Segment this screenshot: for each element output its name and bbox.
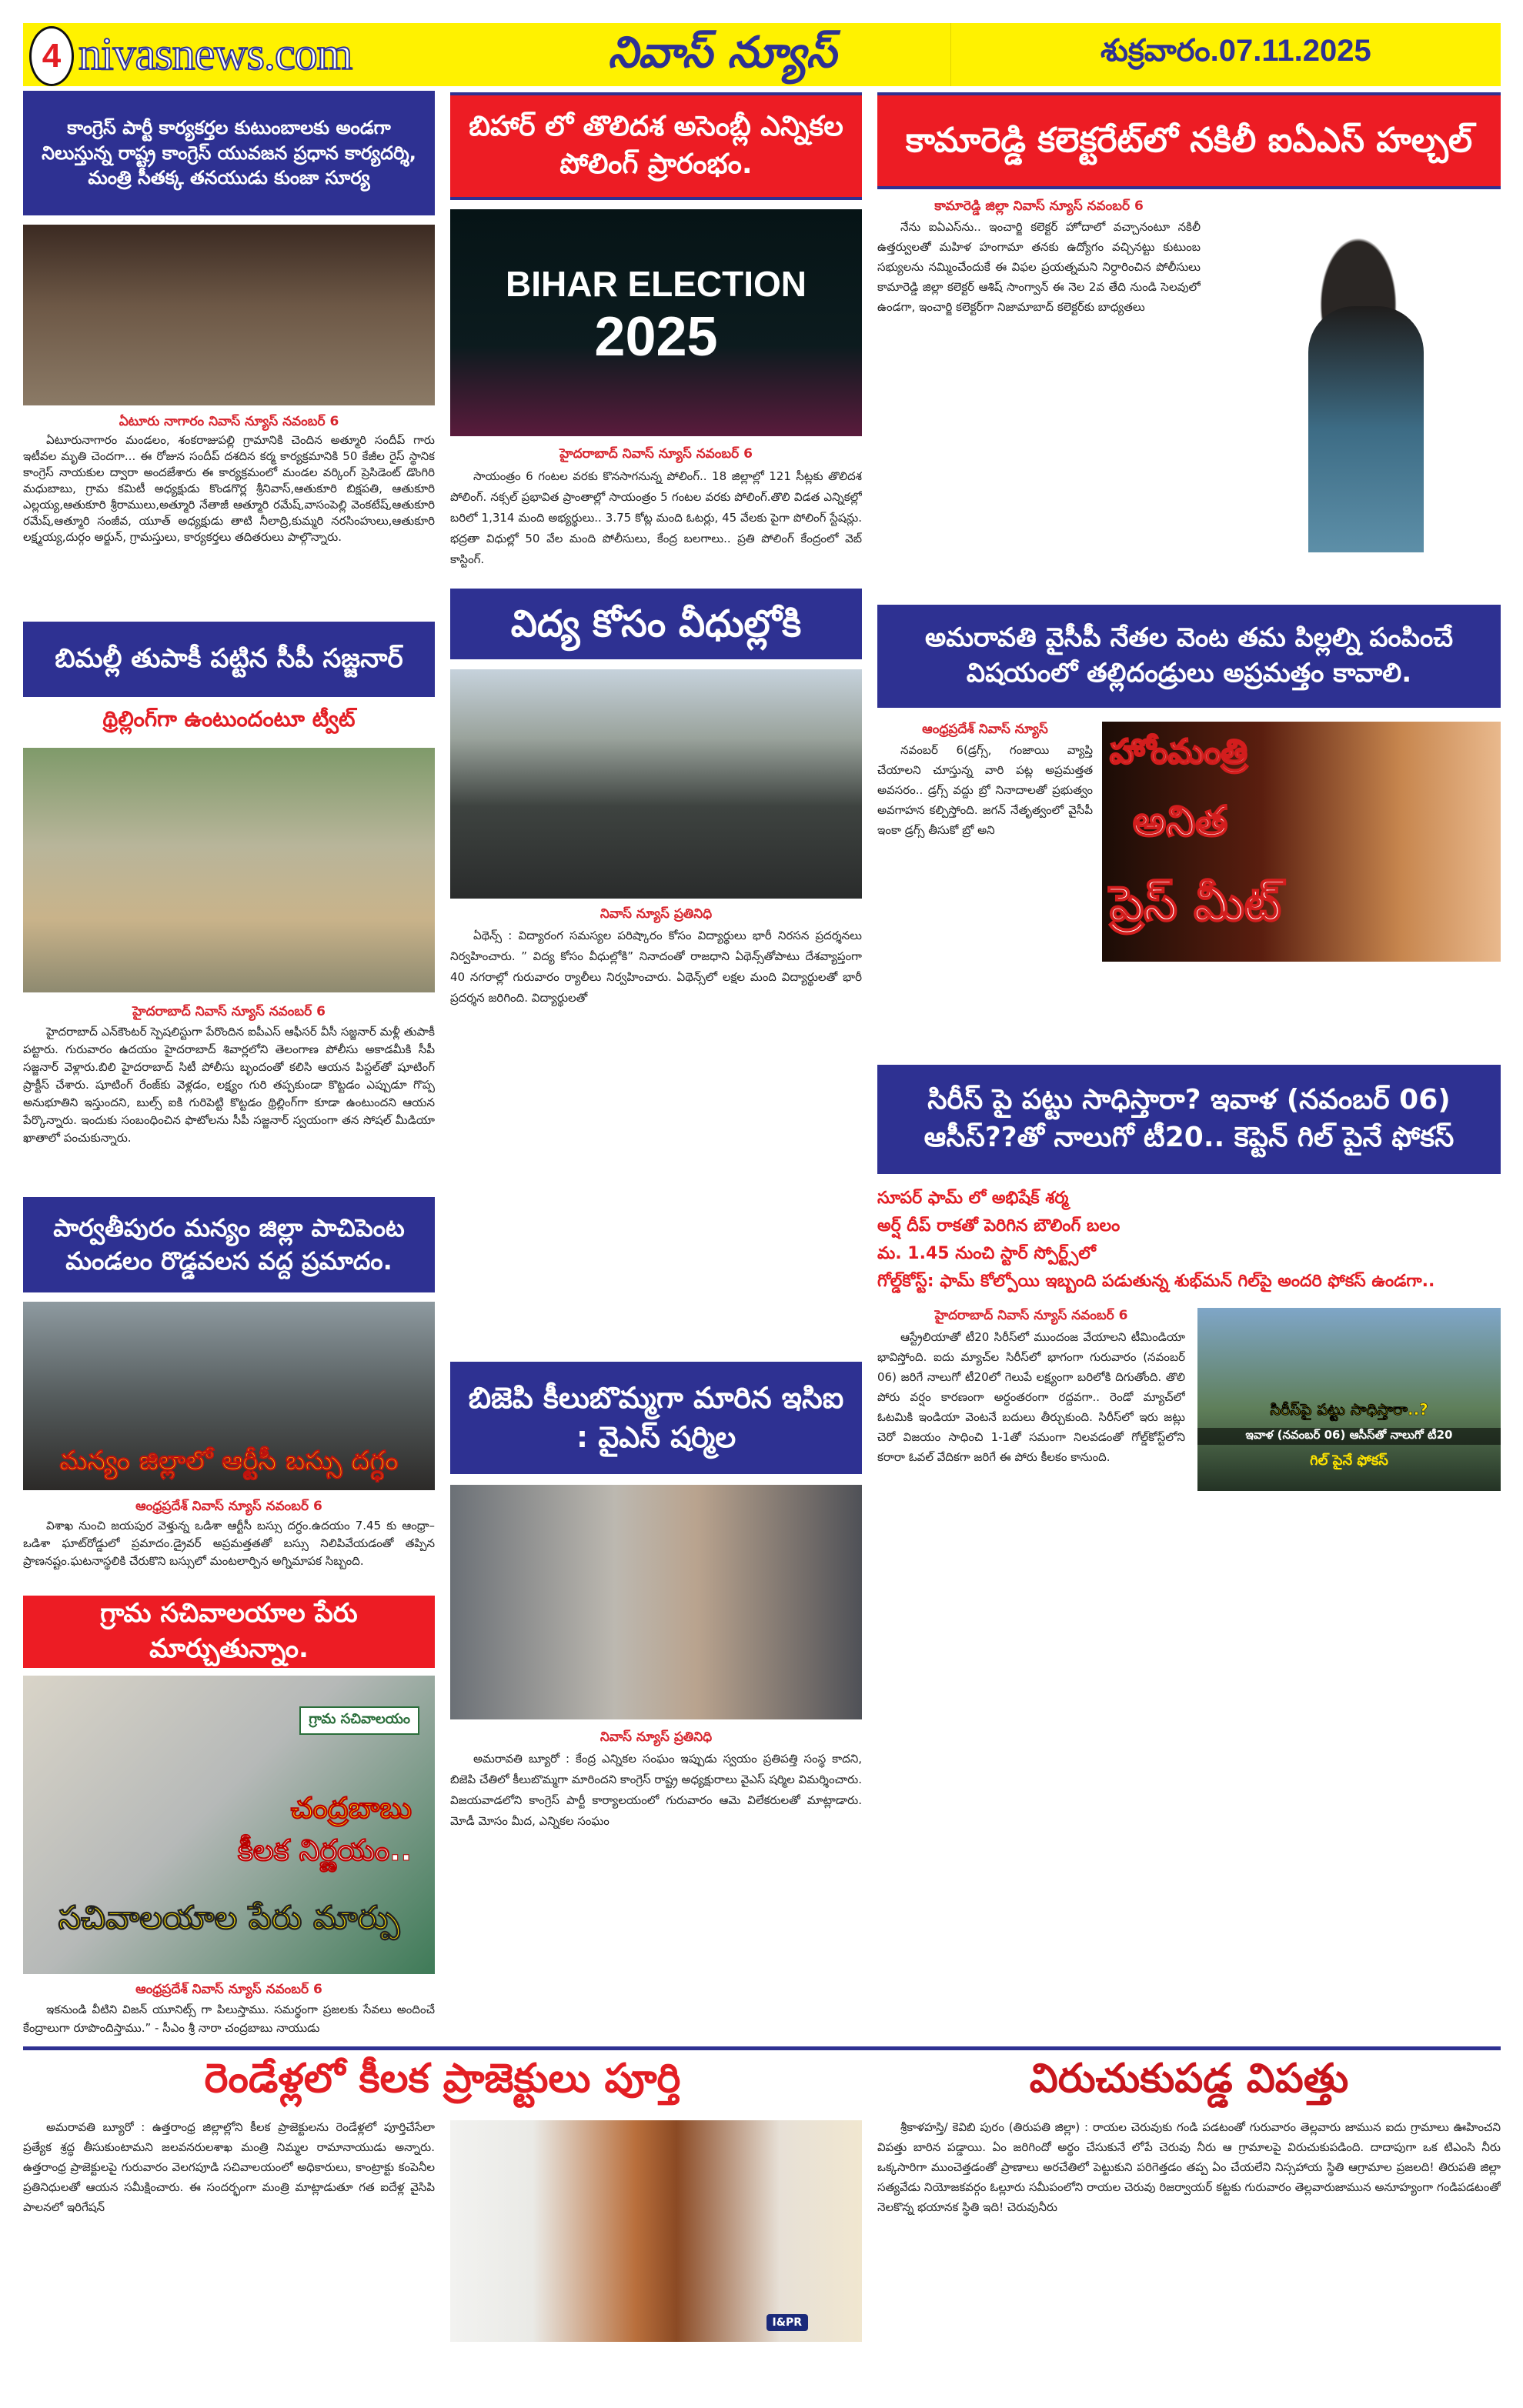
congress-photo (23, 225, 435, 405)
cricket-body: ఆస్ట్రేలియాతో టీ20 సిరీస్‌లో ముందంజ వేయాలని టీమిండియా భావిస్తోంది. ఐదు మ్యాచ్‌ల సిరీస్‌లో భాగంగా గురువారం (నవంబర్ 06) జరిగే నాలుగో టీ20లో గెలుపే లక్ష్యంగా బరిలోకి దిగుతోంది. తొలి పోరు వర్షం కారణంగా అర్ధంతరంగా రద్దవగా.. రెండో మ్యాచ్‌లో ఓటమికి ఇండియా వెంటనే బదులు తీర్చుకుంది. సిరీస్‌లో ఇరు జట్లు చెరో విజయం సాధించి 1-1తో సమంగా నిలవడంతో గోల్డ్‌కోస్ట్‌లోని కరారా ఓవల్ వేదికగా జరిగే ఈ పోరు కీలకం కానుంది. (877, 1330, 1185, 1464)
vidya-headline: విద్య కోసం వీధుల్లోకి (450, 589, 862, 659)
kamareddy-headline: కామారెడ్డి కలెక్టరేట్‌లో నకిలీ ఐఏఎస్ హల్చల్ (877, 92, 1501, 189)
page-number: 4 (29, 26, 74, 86)
sajjanar-headline: బిమల్లీ తుపాకీ పట్టిన సీపీ సజ్జనార్ (23, 622, 435, 697)
sharmila-photo (450, 1485, 862, 1719)
image-text-home-minister: హోంమంత్రి (1110, 732, 1247, 772)
cricket-image-text-3: గిల్ పైనే ఫోకస్ (1310, 1452, 1388, 1469)
cricket-subhead: సూపర్ ఫామ్ లో అభిషేక్ శర్మ (877, 1189, 1069, 1208)
cricket-subhead: గోల్డ్‌కోస్ట్: ఫామ్ కోల్పోయి ఇబ్బంది పడుతున్న శుభ్‌మన్ గిల్‌పై అందరి ఫోకస్ ఉండగా.. (877, 1272, 1435, 1291)
sajjanar-dateline: హైదరాబాద్ నివాస్ న్యూస్ నవంబర్ 6 (132, 1004, 326, 1019)
issue-date: శుక్రవారం.07.11.2025 (1101, 34, 1371, 68)
sharmila-body: అమరావతి బ్యూరో : కేంద్ర ఎన్నికల సంఘం ఇప్పుడు స్వయం ప్రతిపత్తి సంస్థ కాదని, బిజెపి చేతిలో కీలుబొమ్మగా మారిందని కాంగ్రెస్ రాష్ట్ర అధ్యక్షురాలు వైఎస్ షర్మిల విమర్శించారు. విజయవాడలోని కాంగ్రెస్ పార్టీ కార్యాలయంలో గురువారం ఆమె విలేకరులతో మాట్లాడారు. మోడీ మోసం మీద, ఎన్నికల సంఘం (450, 1752, 862, 1828)
section-divider (23, 2046, 1501, 2050)
vidya-protest-photo (450, 669, 862, 899)
cricket-dateline: హైదరాబాద్ నివాస్ న్యూస్ నవంబర్ 6 (934, 1308, 1128, 1323)
anitha-press-meet-image (1102, 722, 1501, 962)
sachivalayam-body: ఇకనుండి వీటిని విజన్ యూనిట్స్ గా పిలుస్తాము. సమర్థంగా ప్రజలకు సేవలు అందించే కేంద్రాలుగా రూపొందిస్తాము.” - సీఎం శ్రీ నారా చంద్రబాబు నాయుడు (23, 2003, 435, 2035)
sajjanar-photo (23, 748, 435, 992)
bus-fire-body: విశాఖ నుంచి జయపుర వెళ్తున్న ఒడిశా ఆర్టీసీ బస్సు దగ్ధం.ఉదయం 7.45 కు ఆంధ్రా–ఒడిశా ఘాట్‌రోడ్డులో ప్రమాదం.డ్రైవర్ అప్రమత్తతతో బస్సు నిలిపివేయడంతో తప్పిన ప్రాణనష్టం.ఘటనాస్థలికి చేరుకొని బస్సులో మంటలార్పిన అగ్నిమాపక సిబ్బంది. (23, 1519, 435, 1568)
sharmila-headline: బిజెపి కీలుబొమ్మగా మారిన ఇసిఐ : వైఎస్ షర్మిల (450, 1362, 862, 1474)
amaravati-dateline: ఆంధ్రప్రదేశ్ నివాస్ న్యూస్ (922, 722, 1048, 737)
minister-photo (450, 2120, 862, 2342)
image-text-rename: సచివాలయాల పేరు మార్పు (58, 1899, 400, 1936)
projects-body: అమరావతి బ్యూరో : ఉత్తరాంధ్ర జిల్లాల్లోని కీలక ప్రాజెక్టులను రెండేళ్లలో పూర్తిచేసేలా ప్రత్యేక శ్రద్ధ తీసుకుంటామని జలవనరులశాఖ మంత్రి నిమ్మల రామానాయుడు అన్నారు. ఉత్తరాంధ్ర ప్రాజెక్టులపై గురువారం వెలగపూడి సచివాలయంలో అధికారులు, కాంట్రాక్టు కంపెనీల ప్రతినిధులతో ఆయన సమీక్షించారు. ఈ సందర్భంగా మంత్రి మాట్లాడుతూ గత ఐదేళ్ల వైసిపి పాలనలో ఇరిగేషన్ (23, 2120, 435, 2214)
image-text-anitha: అనిత (1133, 797, 1228, 845)
cricket-image-text-2: ఇవాళ (నవంబర్ 06) ఆసీస్‌తో నాలుగో టీ20 (1197, 1428, 1501, 1445)
woman-figure (1308, 306, 1424, 552)
cricket-subheads (877, 1185, 1501, 1296)
kamareddy-dateline: కామారెడ్డి జిల్లా నివాస్ న్యూస్ నవంబర్ 6 (934, 198, 1144, 214)
image-text-chandrababu: చంద్రబాబు (290, 1791, 412, 1825)
vidya-body: ఏథెన్స్ : విద్యారంగ సమస్యల పరిష్కారం కోసం విద్యార్థులు భారీ నిరసన ప్రదర్శనలు నిర్వహించారు. ” విద్య కోసం వీధుల్లోకి” నినాదంతో రాజధాని ఏథెన్స్‌తోపాటు దేశవ్యాప్తంగా 40 నగరాల్లో గురువారం ర్యాలీలు నిర్వహించారు. ఏథెన్స్‌లో లక్షల మంది విద్యార్థులతో భారీ ప్రదర్శన జరిగింది. విద్యార్థులతో (450, 929, 862, 1005)
sachivalayam-headline: గ్రామ సచివాలయాల పేరు మార్చుతున్నాం. (23, 1596, 435, 1668)
masthead-divider (950, 23, 951, 86)
congress-headline: కాంగ్రెస్ పార్టీ కార్యకర్తల కుటుంబాలకు అండగా నిలుస్తున్న రాష్ట్ర కాంగ్రెస్ యువజన ప్రధాన కార్యదర్శి, మంత్రి సీతక్క తనయుడు కుంజా సూర్య (23, 91, 435, 215)
cricket-image-text-1: సిరీస్‌పై పట్టు సాధిస్తారా..? (1270, 1400, 1428, 1419)
site-name[interactable]: nivasnews.com (78, 28, 352, 79)
bus-fire-photo (23, 1302, 435, 1490)
disaster-body: శ్రీకాళహస్తి/ కెవిబి పురం (తిరుపతి జిల్లా) : రాయల చెరువుకు గండి పడటంతో గురువారం తెల్లవారు జామున ఐదు గ్రామాలు ఊహించని విపత్తు బారిన పడ్డాయి. ఏం జరిగిందో అర్థం చేసుకునే లోపే చెరువు నీరు ఆ గ్రామాలపై విరుచుకుపడింది. దాదాపుగా ఒక టిఎంసి నీరు ఒక్కసారిగా ముంచెత్తడంతో ప్రాణాలు అరచేతిలో పెట్టుకుని పరిగెత్తడం తప్ప ఏం చేయలేని నిస్సహాయ స్థితి ఆగ్రామాల ప్రజలది! తిరుపతి జిల్లా సత్యవేడు నియోజకవర్గం ఓల్లూరు సమీపంలోని రాయల చెరువు రిజర్వాయర్ కట్టకు గురువారం తెల్లవారుజామున అనూహ్యంగా గండిపడటంతో నెలకొన్న భయానక స్థితి ఇది! చెరువునీరు (877, 2120, 1501, 2214)
ipr-badge: I&PR (767, 2314, 808, 2331)
congress-body: ఏటూరునాగారం మండలం, శంకరాజుపల్లి గ్రామానికి చెందిన అత్మూరి సందీప్ గారు ఇటీవల మృతి చెందగా... ఈ రోజున సందీప్ దశదిన కర్మ కార్యక్రమానికి 50 కేజీల రైస్ స్థానిక కాంగ్రెస్ నాయకుల ద్వారా అందజేశారు ఈ కార్యక్రమంలో మండల వర్కింగ్ ప్రెసిడెంట్ డొంగిరి మధుబాబు, గ్రామ కమిటీ అధ్యక్షుడు కొండగొర్ల శ్రీనివాస్,ఆతుకూరి బిక్షపతి, ఆతుకూరి ఎల్లయ్య,ఆతుకూరి శ్రీరాములు,అత్మూరి నేతాజీ ఆత్మూరి రమేష్,వాసంపెల్లి వెంకటేష్,ఆతుకూరి రమేష్,ఆత్మూరి సంజీవ, యూత్ అధ్యక్షుడు తాటి నీలాద్రి,కుమ్మరి నరసింహులు,ఆతుకూరి లక్ష్మయ్య,దుర్గం అర్జున్, గ్రామస్తులు, కార్యకర్తలు తదితరులు పాల్గొన్నారు. (23, 433, 435, 544)
projects-headline: రెండేళ్లలో కీలక ప్రాజెక్టులు పూర్తి (204, 2056, 681, 2102)
sajjanar-subhead: థ్రిల్లింగ్‌గా ఉంటుందంటూ ట్వీట్ (102, 706, 356, 732)
sajjanar-body: హైదరాబాద్ ఎన్‌కౌంటర్ స్పెషలిస్టుగా పేరొందిన ఐపీఎస్ ఆఫీసర్ వీసీ సజ్జనార్ మళ్లీ తుపాకీ పట్టారు. గురువారం ఉదయం హైదరాబాద్ శివార్లలోని తెలంగాణ పోలీసు అకాడమీకి సీపీ సజ్జనార్ వెళ్లారు.బిలి హైదరాబాద్ సిటీ పోలీసు బృందంతో కలిసి ఆయన పిస్టల్‌తో షూటింగ్ ప్రాక్టీస్ చేశారు. షూటింగ్ రేంజ్‌కు వెళ్లడం, లక్ష్యం గురి తప్పకుండా కొట్టడం ఎప్పుడూ గొప్ప అనుభూతిని ఇస్తుందని, బుల్స్ ఐకి గురిపెట్టి కొట్టడం థ్రిల్లింగ్‌గా కూడా ఉంటుందని ఆయన పేర్కొన్నారు. ఇందుకు సంబంధించిన ఫొటోలను సీపీ సజ్జనార్ స్వయంగా తన సోషల్ మీడియా ఖాతాలో పంచుకున్నారు. (23, 1025, 435, 1145)
disaster-headline: విరుచుకుపడ్డ విపత్తు (1029, 2056, 1349, 2102)
amaravati-headline: అమరావతి వైసీపీ నేతల వెంట తమ పిల్లల్ని పంపించే విషయంలో తల్లిదండ్రులు అప్రమత్తం కావాలి. (877, 605, 1501, 708)
cricket-image (1197, 1308, 1501, 1491)
sachivalayam-photo (23, 1676, 435, 1974)
bus-fire-dateline: ఆంధ్రప్రదేశ్ నివాస్ న్యూస్ నవంబర్ 6 (135, 1499, 322, 1514)
bihar-image-year: 2025 (594, 306, 718, 368)
masthead (23, 23, 1501, 86)
newspaper-title: నివాస్ న్యూస్ (608, 28, 837, 78)
bihar-image-title: BIHAR ELECTION (506, 264, 807, 304)
sachivalayam-sign: గ్రామ సచివాలయం (299, 1706, 419, 1735)
amaravati-body: నవంబర్ 6(డ్రగ్స్, గంజాయి వ్యాప్తి చేయాలని చూస్తున్న వారి పట్ల అప్రమత్తత అవసరం.. డ్రగ్స్ వద్దు బ్రో నినాదాలతో ప్రభుత్వం అవగాహన కల్పిస్తోంది. జగన్ నేతృత్వంలో వైసీపీ ఇంకా డ్రగ్స్ తీసుకో బ్రో అని (877, 743, 1093, 837)
bus-fire-headline: పార్వతీపురం మన్యం జిల్లా పాచిపెంట మండలం రొడ్డవలస వద్ద ప్రమాదం. (23, 1197, 435, 1292)
image-text-decision: కీలక నిర్ణయం.. (237, 1833, 412, 1867)
bus-fire-image-text: మన్యం జిల్లాలో ఆర్టీసీ బస్సు దగ్ధం (59, 1446, 399, 1476)
sachivalayam-dateline: ఆంధ్రప్రదేశ్ నివాస్ న్యూస్ నవంబర్ 6 (135, 1982, 322, 1997)
bihar-election-image (450, 209, 862, 436)
congress-dateline: ఏటూరు నాగారం నివాస్ న్యూస్ నవంబర్ 6 (119, 414, 339, 429)
image-text-press-meet: ప్రెస్ మీట్ (1110, 875, 1281, 932)
bihar-body: సాయంత్రం 6 గంటల వరకు కొనసాగనున్న పోలింగ్.. 18 జిల్లాల్లో 121 సీట్లకు తొలిదశ పోలింగ్. నక్సల్ ప్రభావిత ప్రాంతాల్లో సాయంత్రం 5 గంటల వరకు పోలింగ్.తొలి విడత ఎన్నికల్లో బరిలో 1,314 మంది అభ్యర్థులు.. 3.75 కోట్ల మంది ఓటర్లు, 45 వేలకు పైగా పోలింగ్ స్టేషన్లు. భద్రతా విధుల్లో 50 వేల మంది పోలీసులు, కేంద్ర బలగాలు.. ప్రతి పోలింగ్ కేంద్రంలో వెబ్ కాస్టింగ్. (450, 469, 862, 566)
bihar-dateline: హైదరాబాద్ నివాస్ న్యూస్ నవంబర్ 6 (559, 446, 753, 462)
kamareddy-woman-photo (1216, 198, 1501, 552)
cricket-subhead: మ. 1.45 నుంచి స్టార్ స్పోర్ట్స్‌లో (877, 1244, 1096, 1263)
kamareddy-body: నేను ఐఏఎస్‌ను.. ఇంచార్జి కలెక్టర్ హోదాలో వచ్చానంటూ నకిలీ ఉత్తర్వులతో మహిళ హంగామా తనకు ఉద్యోగం వచ్చినట్టు కుటుంబ సభ్యులను నమ్మించేందుకే ఈ విఫల ప్రయత్నమని నిర్ధారించిన పోలీసులు కామారెడ్డి జిల్లా కలెక్టర్ ఆశిష్ సాంగ్వాన్ ఈ నెల 2వ తేది నుండి సెలవులో ఉండగా, ఇంచార్జి కలెక్టర్‌గా నిజామాబాద్ కలెక్టర్‌కు బాధ్యతలు (877, 220, 1201, 314)
bihar-headline: బిహార్ లో తొలిదశ అసెంబ్లీ ఎన్నికల పోలింగ్ ప్రారంభం. (450, 92, 862, 200)
sharmila-dateline: నివాస్ న్యూస్ ప్రతినిధి (600, 1729, 713, 1745)
cricket-headline: సిరీస్ పై పట్టు సాధిస్తారా? ఇవాళ (నవంబర్ 06) ఆసీస్??తో నాలుగో టీ20.. కెప్టెన్ గిల్ పైనే ఫోకస్ (877, 1065, 1501, 1174)
cricket-subhead: అర్ష్ దీప్ రాకతో పెరిగిన బౌలింగ్ బలం (877, 1216, 1121, 1236)
vidya-dateline: నివాస్ న్యూస్ ప్రతినిధి (600, 906, 713, 922)
